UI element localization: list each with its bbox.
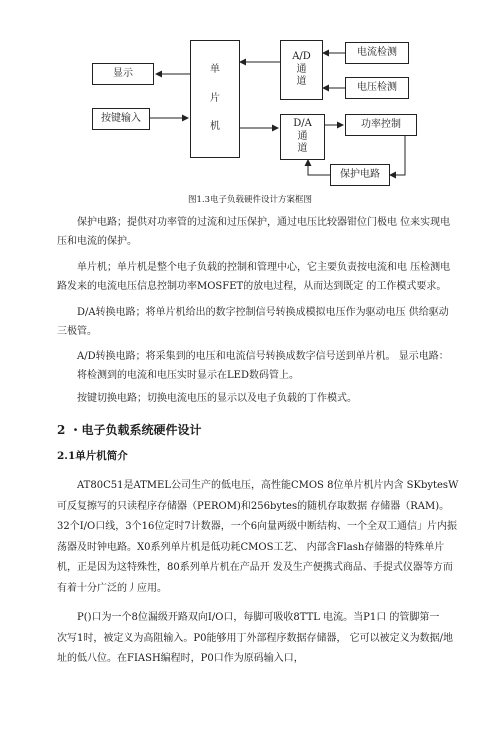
protect-circuit-box: [330, 164, 390, 186]
paragraph-da: [57, 303, 457, 341]
text-line: 路发来的电流电压信息控制功率MOSFET的放电过程，从而达到既定 的工作模式要求。: [57, 281, 447, 292]
text-line: 将检测到的电流和电压实时显示在LED数码管上。: [77, 370, 299, 381]
section-heading: 2 ・电子负载系统硬件设计: [57, 423, 202, 437]
mcu-label-1: 单: [210, 64, 220, 76]
text-line: 可反复擦写的只读程序存储器（PEROM)和256bytes的随机存取数据 存储器（RAM)。: [57, 500, 450, 512]
paragraph-key: [57, 389, 457, 408]
ad-label-1: A/D: [292, 51, 311, 63]
da-label-2: 通: [297, 130, 308, 142]
subsection-heading: 2.1单片机简介: [57, 450, 128, 462]
paragraph-mcu: [57, 258, 457, 296]
text-line: 32个I/O口线，3个16位定时7计数器，一个6向量两级中断结构、一个全双工通信」片内振: [57, 521, 458, 532]
current-detect-label: 电流检测: [357, 46, 397, 58]
paragraph-p0: [57, 608, 457, 670]
text-line: 有着十分广泛的丿应用。: [57, 582, 167, 594]
ad-label-2: 通: [296, 63, 307, 75]
text-line: AT80C51是ATMEL公司生产的低电压，高性能CMOS 8位单片机片内含 SKbytesW: [77, 480, 459, 491]
power-control-box: [345, 114, 417, 136]
ad-label-3: 道: [296, 76, 307, 88]
text-line: 单片机；单片机是整个电子负载的控制和管理中心，它主要负责按电流和电 压检测电: [77, 262, 451, 273]
da-label-3: 道: [297, 143, 308, 155]
text-line: 压和电流的保护。: [57, 236, 137, 247]
text-line: 按键切换电路；切换电流电压的显示以及电子负载的丁作模式。: [77, 393, 357, 404]
paragraph-protect: [57, 213, 457, 251]
text-line: 次写1时，被定义为高阻输入。P0能够用丁外部程序数据存储器， 它可以被定义为数据/地: [57, 632, 454, 644]
power-control-label: 功率控制: [361, 118, 401, 130]
da-box: [280, 114, 325, 160]
paragraph-ad: [57, 347, 457, 385]
protect-circuit-label: 保护电路: [340, 168, 380, 180]
display-label: 显示: [113, 67, 133, 79]
key-input-box: [92, 108, 150, 130]
mcu-label-3: 机: [210, 121, 220, 133]
text-line: 保护电路；提供对功率管的过流和过压保护，通过电压比较器钳位门极电 位来实现电: [77, 217, 451, 228]
display-box: [92, 63, 154, 85]
voltage-detect-box: [345, 77, 409, 99]
figure-caption: 图1.3电子负载硬件设计方案框图: [187, 195, 313, 205]
block-diagram: [0, 0, 500, 200]
ad-box: [280, 40, 323, 100]
mcu-label-2: 片: [210, 92, 220, 104]
text-line: 荡器及时钟电路。X0系列单片机是低功耗CMOS工艺、 内部含Flash存储器的特殊单片: [57, 541, 445, 553]
key-input-label: 按键输入: [101, 112, 141, 124]
mcu-box: [190, 40, 240, 158]
text-line: A/D转换电路；将采集到的电压和电流信号转换成数字信号送到单片机。 显示电路：: [77, 351, 449, 362]
text-line: 机，正是因为这特殊性，80系列单片机在产品开 发及生产便携式商品、手提式仪器等方而: [57, 562, 453, 573]
text-line: 三极管。: [57, 326, 97, 337]
text-line: D/A转换电路；将单片机给出的数字控制信号转换成模拟电压作为驱动电压 供给驱动: [77, 307, 449, 318]
diagram-connectors: [0, 0, 500, 200]
paragraph-at80c51: [57, 476, 457, 599]
da-label-1: D/A: [293, 118, 312, 130]
current-detect-box: [345, 42, 409, 64]
text-line: P()口为一个8位漏级开路双向I/O口，每脚可吸收8TTL 电流。当P1口 的管脚第一: [77, 612, 440, 623]
text-line: 址的低八位。在FIASH编程时，P0口作为原码输入口，: [57, 653, 304, 664]
voltage-detect-label: 电压检测: [357, 81, 397, 93]
